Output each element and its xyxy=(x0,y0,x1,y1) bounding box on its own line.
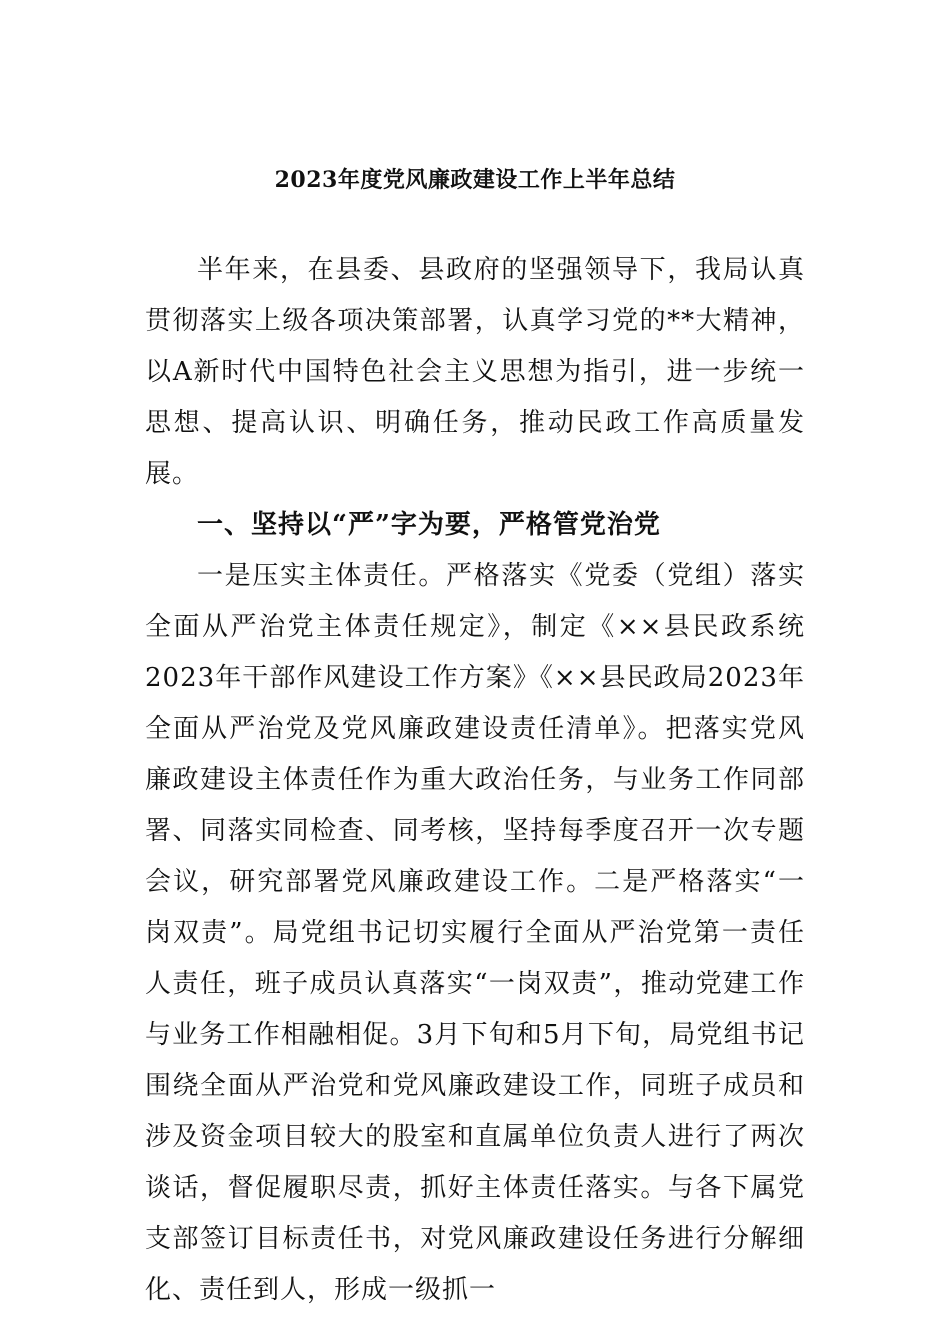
section-heading: 一、坚持以“严”字为要，严格管党治党 xyxy=(197,510,661,540)
document-body xyxy=(145,245,805,1316)
section-paragraph: 一是压实主体责任。严格落实《党委（党组）落实全面从严治党主体责任规定》，制定《××县民政系统2023年干部作风建设工作方案》《××县民政局2023年全面从严治党及党风廉政建设责任清单》。把落实党风廉政建设主体责任作为重大政治任务，与业务工作同部署、同落实同检查、同考核，坚持每季度召开一次专题会议，研究部署党风廉政建设工作。二是严格落实“一岗双责”。局党组书记切实履行全面从严治党第一责任人责任，班子成员认真落实“一岗双责”，推动党建工作与业务工作相融相促。3月下旬和5月下旬，局党组书记围绕全面从严治党和党风廉政建设工作，同班子成员和涉及资金项目较大的股室和直属单位负责人进行了两次谈话，督促履职尽责，抓好主体责任落实。与各下属党支部签订目标责任书，对党风廉政建设任务进行分解细化、责任到人，形成一级抓一 xyxy=(145,561,805,1305)
intro-paragraph: 半年来，在县委、县政府的坚强领导下，我局认真贯彻落实上级各项决策部署，认真学习党的**大精神，以A新时代中国特色社会主义思想为指引，进一步统一思想、提高认识、明确任务，推动民政工作高质量发展。 xyxy=(145,255,805,489)
document-title: 2023年度党风廉政建设工作上半年总结 xyxy=(274,167,676,193)
